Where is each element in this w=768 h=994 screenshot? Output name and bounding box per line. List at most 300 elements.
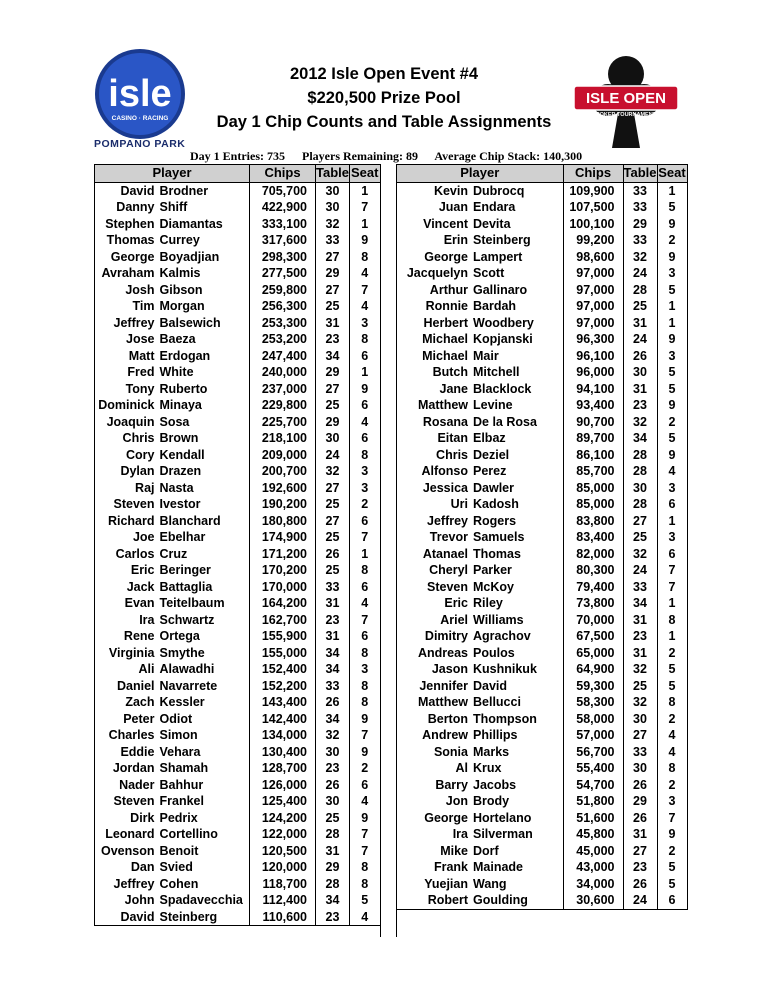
seat-number: 7	[350, 612, 380, 629]
table-number: 25	[623, 529, 657, 546]
player-last-name: Krux	[473, 761, 502, 775]
player-last-name: Deziel	[473, 447, 510, 462]
player-last-name: Currey	[159, 233, 200, 247]
seat-number: 2	[350, 496, 380, 513]
table-row	[397, 546, 687, 563]
chip-count: 705,700	[250, 182, 316, 199]
player-first-name: Steven	[113, 497, 155, 511]
table-number: 25	[316, 298, 350, 315]
player-last-name: Cortellino	[159, 827, 218, 841]
chip-count: 89,700	[563, 430, 623, 447]
player-first-name: Raj	[135, 480, 155, 495]
player-first-name: Peter	[123, 711, 155, 726]
table-number: 23	[623, 859, 657, 876]
player-last-name: Bahhur	[159, 777, 204, 792]
player-first-name: George	[110, 249, 155, 264]
player-first-name: Juan	[438, 200, 468, 214]
player-first-name: Butch	[432, 365, 468, 379]
table-number: 34	[623, 430, 657, 447]
player-last-name: Simon	[159, 728, 198, 742]
player-last-name: Gallinaro	[473, 282, 528, 297]
chip-count: 155,900	[250, 628, 316, 645]
player-first-name: Michael	[422, 332, 468, 346]
player-last-name: Thomas	[473, 546, 521, 561]
seat-number: 5	[657, 859, 687, 876]
chip-count: 142,400	[250, 711, 316, 728]
player-last-name: Mitchell	[473, 365, 520, 379]
table-row	[95, 909, 380, 926]
seat-number: 9	[657, 249, 687, 266]
table-row	[397, 793, 687, 810]
chip-count: 67,500	[563, 628, 623, 645]
seat-number: 6	[657, 546, 687, 563]
player-first-name: Nader	[119, 777, 155, 792]
player-last-name: Jacobs	[473, 777, 517, 792]
player-first-name: Dominick	[98, 398, 155, 412]
table-row	[95, 760, 380, 777]
player-first-name: Jack	[126, 579, 155, 594]
table-column-header: Table	[316, 165, 349, 180]
table-row	[397, 612, 687, 629]
player-last-name: Minaya	[159, 398, 202, 412]
table-row	[397, 760, 687, 777]
table-number: 31	[316, 315, 350, 332]
table-row	[95, 628, 380, 645]
chip-count: 97,000	[563, 315, 623, 332]
player-last-name: Kadosh	[473, 497, 519, 511]
player-last-name: Kendall	[159, 447, 205, 462]
table-row	[95, 315, 380, 332]
player-first-name: Eddie	[120, 744, 155, 759]
player-last-name: Kopjanski	[473, 332, 533, 346]
chip-count: 128,700	[250, 760, 316, 777]
seat-number: 3	[657, 348, 687, 365]
player-last-name: Marks	[473, 744, 510, 759]
player-first-name: Jordan	[112, 761, 155, 775]
player-last-name: Blacklock	[473, 381, 532, 396]
table-row	[397, 216, 687, 233]
seat-number: 8	[350, 694, 380, 711]
chip-count: 118,700	[250, 876, 316, 893]
player-last-name: Ebelhar	[159, 530, 206, 544]
player-first-name: Matt	[128, 348, 155, 363]
player-first-name: Jose	[126, 332, 155, 346]
table-number: 23	[623, 397, 657, 414]
table-number: 34	[316, 711, 350, 728]
seat-number: 6	[350, 430, 380, 447]
table-row	[95, 793, 380, 810]
table-number: 25	[316, 397, 350, 414]
chip-count: 56,700	[563, 744, 623, 761]
table-row	[95, 282, 380, 299]
seat-number: 1	[657, 298, 687, 315]
summary-line	[190, 149, 590, 164]
player-first-name: Jeffrey	[427, 513, 468, 528]
chip-count: 237,000	[250, 381, 316, 398]
seat-number: 7	[350, 843, 380, 860]
seat-number: 7	[657, 810, 687, 827]
chip-count: 70,000	[563, 612, 623, 629]
player-last-name: Drazen	[159, 464, 202, 478]
table-number: 34	[316, 661, 350, 678]
player-first-name: Herbert	[423, 315, 468, 330]
player-first-name: Al	[455, 761, 468, 775]
isle-logo-text: isle	[108, 73, 172, 115]
chip-count: 99,200	[563, 232, 623, 249]
player-first-name: Ovenson	[101, 843, 155, 858]
player-first-name: Yuejian	[424, 876, 468, 891]
chip-count: 57,000	[563, 727, 623, 744]
table-row	[95, 595, 380, 612]
player-first-name: George	[424, 249, 468, 264]
player-last-name: Perez	[473, 464, 507, 478]
player-last-name: Schwartz	[159, 612, 215, 627]
table-number: 27	[316, 282, 350, 299]
chip-count: 120,000	[250, 859, 316, 876]
table-row	[95, 414, 380, 431]
player-first-name: Jacquelyn	[406, 266, 468, 280]
player-first-name: Cory	[126, 447, 155, 462]
table-number: 28	[623, 447, 657, 464]
table-number: 29	[316, 414, 350, 431]
player-first-name: Andreas	[417, 645, 468, 660]
table-row	[397, 777, 687, 794]
player-first-name: Joaquin	[106, 414, 155, 429]
chip-count-table-left	[94, 164, 380, 926]
table-row	[397, 562, 687, 579]
player-last-name: Silverman	[473, 827, 533, 841]
player-first-name: Fred	[127, 365, 155, 379]
player-last-name: Poulos	[473, 645, 515, 660]
chip-count: 100,100	[563, 216, 623, 233]
player-last-name: Endara	[473, 200, 516, 214]
table-row	[397, 810, 687, 827]
chip-count: 162,700	[250, 612, 316, 629]
table-number: 32	[623, 694, 657, 711]
player-last-name: Scott	[473, 266, 505, 280]
player-last-name: Wang	[473, 876, 507, 891]
chip-count: 97,000	[563, 265, 623, 282]
seat-number: 9	[350, 810, 380, 827]
chip-count: 422,900	[250, 199, 316, 216]
seat-number: 3	[350, 315, 380, 332]
player-first-name: Ira	[452, 827, 468, 841]
table-row	[95, 694, 380, 711]
player-first-name: Charles	[108, 728, 155, 742]
seat-number: 5	[657, 364, 687, 381]
seat-number: 3	[657, 793, 687, 810]
player-first-name: Jennifer	[419, 678, 468, 693]
player-first-name: Erin	[443, 233, 468, 247]
player-last-name: Dawler	[473, 480, 514, 495]
table-row	[397, 711, 687, 728]
table-row	[95, 232, 380, 249]
seat-number: 6	[350, 579, 380, 596]
player-last-name: Pedrix	[159, 810, 198, 825]
table-number: 30	[316, 430, 350, 447]
seat-number: 8	[350, 859, 380, 876]
seat-number: 8	[657, 612, 687, 629]
chip-count: 200,700	[250, 463, 316, 480]
chip-count: 45,800	[563, 826, 623, 843]
seat-number: 6	[657, 892, 687, 909]
player-last-name: Erdogan	[159, 348, 211, 363]
seat-number: 1	[350, 216, 380, 233]
player-first-name: Avraham	[101, 266, 155, 280]
player-last-name: Boyadjian	[159, 249, 220, 264]
table-row	[397, 859, 687, 876]
player-first-name: Michael	[422, 348, 468, 363]
chip-count: 112,400	[250, 892, 316, 909]
player-first-name: Andrew	[422, 728, 468, 742]
chip-count: 79,400	[563, 579, 623, 596]
table-row	[95, 645, 380, 662]
table-number: 31	[623, 315, 657, 332]
table-row	[397, 628, 687, 645]
player-first-name: Eitan	[437, 431, 468, 445]
player-last-name: Beringer	[159, 563, 211, 577]
chip-count: 277,500	[250, 265, 316, 282]
chip-count: 192,600	[250, 480, 316, 497]
player-last-name: Alawadhi	[159, 662, 215, 676]
seat-number: 4	[350, 595, 380, 612]
player-first-name: Frank	[433, 860, 468, 874]
chip-count: 110,600	[250, 909, 316, 926]
seat-number: 2	[657, 711, 687, 728]
table-number: 26	[623, 876, 657, 893]
isle-open-logo	[570, 52, 682, 152]
table-number: 33	[316, 579, 350, 596]
table-row	[397, 447, 687, 464]
table-number: 24	[623, 331, 657, 348]
table-row	[95, 298, 380, 315]
seat-number: 4	[657, 463, 687, 480]
chip-count: 125,400	[250, 793, 316, 810]
player-first-name: Atanael	[422, 546, 468, 561]
seat-column-header: Seat	[351, 165, 379, 180]
player-last-name: Shamah	[159, 761, 209, 775]
player-last-name: Smythe	[159, 645, 205, 660]
table-number: 33	[623, 232, 657, 249]
chip-count: 54,700	[563, 777, 623, 794]
table-number: 31	[623, 826, 657, 843]
player-column-header: Player	[397, 165, 563, 183]
chip-count: 94,100	[563, 381, 623, 398]
player-last-name: Ortega	[159, 629, 200, 643]
seat-number: 8	[350, 331, 380, 348]
table-row	[95, 199, 380, 216]
table-row	[397, 678, 687, 695]
player-first-name: Joe	[132, 530, 155, 544]
table-number: 30	[316, 793, 350, 810]
player-first-name: David	[95, 909, 160, 926]
player-first-name: Dimitry	[424, 629, 468, 643]
table-number: 29	[316, 364, 350, 381]
chip-count: 96,000	[563, 364, 623, 381]
player-first-name: Ali	[138, 662, 155, 676]
seat-number: 8	[657, 694, 687, 711]
table-row	[95, 711, 380, 728]
seat-number: 5	[350, 892, 380, 909]
player-first-name: Dan	[130, 860, 155, 874]
chip-count: 209,000	[250, 447, 316, 464]
chip-count: 317,600	[250, 232, 316, 249]
player-last-name: Battaglia	[159, 579, 213, 594]
seat-number: 6	[350, 628, 380, 645]
chip-count: 152,400	[250, 661, 316, 678]
player-last-name: Agrachov	[473, 629, 531, 643]
player-last-name: Brody	[473, 794, 510, 808]
player-last-name: Samuels	[473, 530, 525, 544]
table-row	[95, 529, 380, 546]
player-first-name: Kevin	[433, 183, 468, 198]
chip-count: 240,000	[250, 364, 316, 381]
player-first-name: Trevor	[429, 530, 468, 544]
player-first-name: Cheryl	[429, 563, 468, 577]
seat-number: 2	[657, 777, 687, 794]
table-row	[95, 876, 380, 893]
table-number: 34	[316, 645, 350, 662]
table-row	[95, 265, 380, 282]
player-first-name: Eric	[444, 596, 468, 610]
player-first-name: Tony	[125, 381, 155, 396]
seat-number: 3	[350, 661, 380, 678]
table-row	[397, 727, 687, 744]
table-number: 27	[623, 843, 657, 860]
seat-number: 3	[657, 529, 687, 546]
player-last-name: Ivestor	[159, 497, 201, 511]
chip-count: 64,900	[563, 661, 623, 678]
table-row	[95, 777, 380, 794]
seat-number: 5	[657, 876, 687, 893]
table-row	[95, 397, 380, 414]
page-subtitle: Day 1 Chip Counts and Table Assignments	[216, 113, 552, 131]
table-row	[397, 364, 687, 381]
player-first-name: Jane	[439, 381, 468, 396]
player-first-name: Leonard	[105, 827, 155, 841]
player-first-name: Mike	[440, 843, 468, 858]
prize-pool: $220,500 Prize Pool	[307, 89, 461, 107]
table-row	[95, 216, 380, 233]
table-number: 23	[316, 909, 350, 926]
seat-number: 2	[657, 645, 687, 662]
table-number: 30	[623, 364, 657, 381]
table-number: 26	[623, 810, 657, 827]
table-number: 23	[316, 331, 350, 348]
chips-column-header: Chips	[563, 165, 623, 183]
seat-number: 9	[350, 381, 380, 398]
table-number: 27	[316, 480, 350, 497]
chip-count: 225,700	[250, 414, 316, 431]
seat-number: 9	[657, 216, 687, 233]
chip-count: 170,000	[250, 579, 316, 596]
player-last-name: Svied	[159, 860, 193, 874]
chip-count: 58,000	[563, 711, 623, 728]
open-logo-subtext: POKER TOURNAMENT	[595, 112, 657, 118]
table-row	[397, 892, 687, 909]
table-number: 26	[316, 546, 350, 563]
event-title: 2012 Isle Open Event #4	[289, 65, 479, 83]
seat-number: 8	[350, 447, 380, 464]
table-number: 25	[623, 298, 657, 315]
chip-count: 253,200	[250, 331, 316, 348]
table-number: 34	[316, 348, 350, 365]
player-last-name: Levine	[473, 398, 513, 412]
chip-count: 124,200	[250, 810, 316, 827]
player-first-name: Berton	[427, 711, 468, 726]
player-last-name: Hortelano	[473, 810, 532, 825]
table-number: 25	[623, 678, 657, 695]
player-last-name: Dubrocq	[473, 183, 525, 198]
seat-number: 7	[350, 826, 380, 843]
seat-number: 3	[350, 463, 380, 480]
seat-number: 5	[657, 678, 687, 695]
table-row	[95, 744, 380, 761]
table-number: 30	[316, 744, 350, 761]
seat-number: 3	[657, 480, 687, 497]
chip-count: 171,200	[250, 546, 316, 563]
chip-count: 86,100	[563, 447, 623, 464]
seat-number: 4	[657, 727, 687, 744]
table-row	[397, 480, 687, 497]
player-last-name: Mair	[473, 348, 499, 363]
table-row	[95, 843, 380, 860]
table-number: 32	[316, 727, 350, 744]
player-first-name: Alfonso	[421, 464, 468, 478]
seat-number: 5	[657, 199, 687, 216]
chip-count: 55,400	[563, 760, 623, 777]
player-first-name: David	[120, 183, 155, 198]
table-row	[397, 661, 687, 678]
player-last-name: De la Rosa	[473, 414, 537, 429]
chip-count: 333,100	[250, 216, 316, 233]
seat-number: 7	[350, 727, 380, 744]
table-number: 29	[316, 265, 350, 282]
average-chip-stack: Average Chip Stack: 140,300	[434, 149, 583, 163]
table-number: 24	[316, 447, 350, 464]
table-row	[95, 364, 380, 381]
seat-number: 1	[657, 315, 687, 332]
player-last-name: Kessler	[159, 695, 205, 709]
players-remaining: Players Remaining: 89	[302, 149, 418, 163]
player-last-name: Thompson	[473, 711, 537, 726]
table-row	[397, 826, 687, 843]
player-last-name: Parker	[473, 563, 512, 577]
chip-count: 134,000	[250, 727, 316, 744]
player-last-name: Morgan	[159, 299, 205, 313]
player-first-name: Steven	[427, 579, 468, 594]
seat-number: 6	[657, 496, 687, 513]
player-first-name: Jessica	[422, 480, 468, 495]
open-logo-text: ISLE OPEN	[585, 90, 667, 107]
table-number: 23	[623, 628, 657, 645]
seat-number: 6	[350, 777, 380, 794]
table-row	[397, 298, 687, 315]
table-number: 32	[623, 249, 657, 266]
seat-number: 4	[350, 265, 380, 282]
chip-count: 93,400	[563, 397, 623, 414]
table-number: 32	[623, 414, 657, 431]
player-first-name: Dylan	[120, 464, 155, 478]
table-row	[95, 496, 380, 513]
chip-count: 51,800	[563, 793, 623, 810]
table-number: 25	[316, 496, 350, 513]
player-last-name: Kalmis	[159, 266, 201, 280]
chip-count: 58,300	[563, 694, 623, 711]
table-number: 33	[316, 678, 350, 695]
chip-count: 83,400	[563, 529, 623, 546]
table-row	[397, 348, 687, 365]
